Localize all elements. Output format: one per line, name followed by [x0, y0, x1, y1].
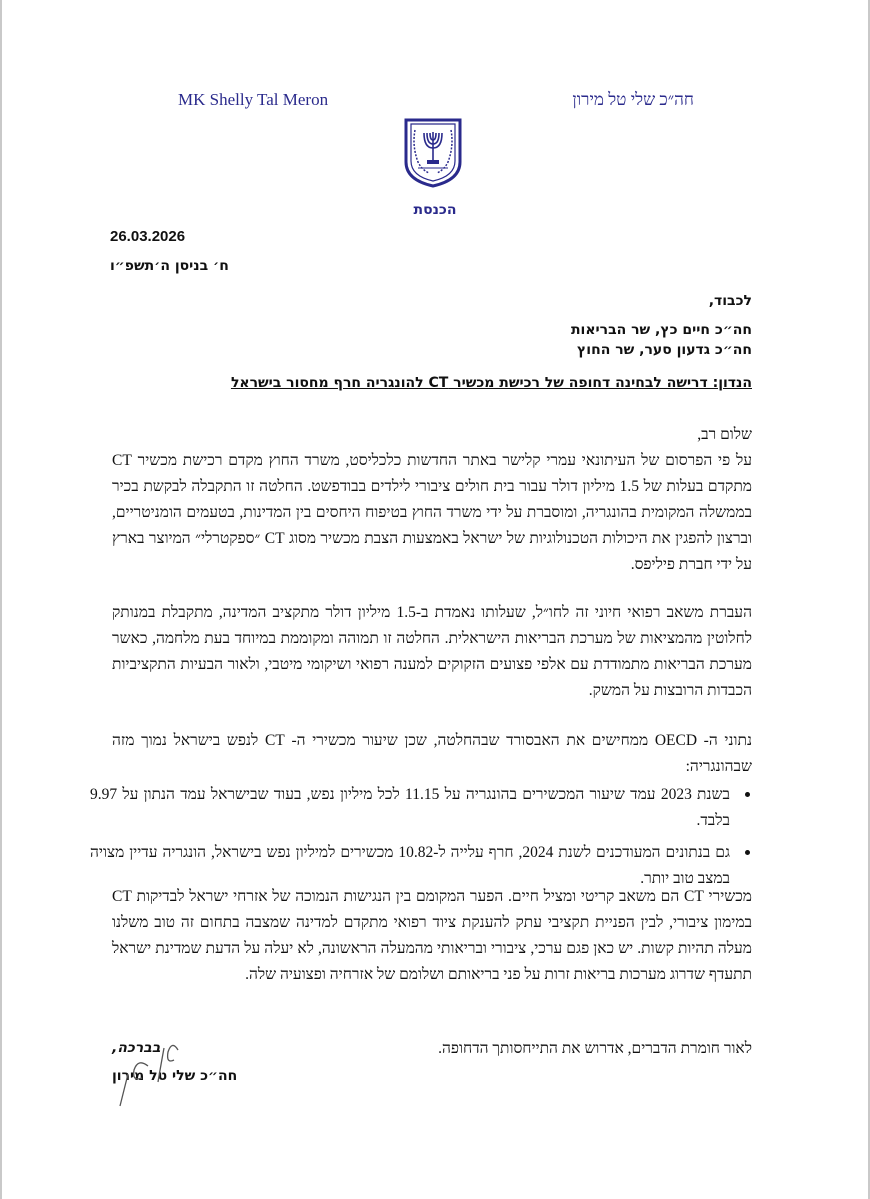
oecd-bullet-list: [90, 782, 752, 898]
subject-line: הנדון: דרישה לבחינה דחופה של רכישת מכשיר CT להונגריה חרף מחסור בישראל: [230, 375, 752, 391]
institution-title: הכנסת: [413, 202, 457, 218]
paragraph: העברת משאב רפואי חיוני זה לחו״ל, שעלותו נאמדת ב-1.5 מיליון דולר מתקציב המדינה, מתקבלת במנותק לחלוטין מהמציאות של מערכת הבריאות הישראלית. החלטה זו תמוהה ומקוממת במיוחד בעת מלחמה, כאשר מערכת הבריאות מתמודדת עם אלפי פצועים הזקוקים למענה רפואי ושיקומי מיטבי, ולאור הבעיות התקציביות הכבדות הרובצות על המשק.: [112, 604, 752, 699]
handwritten-signature: [108, 1030, 208, 1110]
recipient-line: חה״כ חיים כץ, שר הבריאות: [570, 322, 752, 338]
date-gregorian: 26.03.2026: [110, 228, 186, 245]
paragraph: מכשירי CT הם משאב קריטי ומציל חיים. הפער המקומם בין הנגישות הנמוכה של אזרחי ישראל לבדיקות CT במימון ציבורי, לבין הפניית תקציבי עתק להענקת ציוד רפואי מתקדם למדינה שמצבה בתחום זה טוב משלנו מעלה תהיות קשות. יש כאן פגם ערכי, ציבורי ובריאותי מהמעלה הראשונה, לא יעלה על הדעת שמדינת ישראל תתעדף שדרוג מערכות בריאות זרות על פני בריאותם ושלומם של אזרחיה ופצועיה שלה.: [112, 888, 752, 983]
bullet-icon: [745, 792, 750, 797]
list-item-text: גם בנתונים המעודכנים לשנת 2024, חרף עלייה ל-10.82 מכשירים למיליון נפש בישראל, הונגריה עדיין מצויה במצב טוב יותר.: [90, 844, 730, 887]
mk-name-english: MK Shelly Tal Meron: [178, 90, 329, 109]
mk-name-hebrew: חה״כ שלי טל מירון: [572, 90, 694, 109]
salutation: לכבוד,: [708, 293, 752, 309]
closing-line: לאור חומרת הדברים, אדרוש את התייחסותך הדחופה.: [438, 1040, 752, 1057]
list-item-text: בשנת 2023 עמד שיעור המכשירים בהונגריה על 11.15 לכל מיליון נפש, בעוד שבישראל עמד הנתון על 9.97 בלבד.: [90, 786, 730, 829]
recipient-line: חה״כ גדעון סער, שר החוץ: [577, 342, 752, 358]
knesset-emblem-icon: [402, 116, 464, 188]
bullet-icon: [745, 850, 750, 855]
date-hebrew: ח׳ בניסן ה׳תשפ״ו: [110, 258, 229, 274]
blessing: בברכה,: [112, 1040, 161, 1056]
paragraph: על פי הפרסום של העיתונאי עמרי קלישר באתר החדשות כלכליסט, משרד החוץ מקדם רכישת מכשיר CT מתקדם בעלות של 1.5 מיליון דולר עבור בית חולים ציבורי לילדים בבודפשט. החלטה זו התקבלה לבקשת בכיר בממשלה המקומית בהונגריה, ומוסברת על ידי משרד החוץ בטיפוח היחסים בין המדינות, בטעמים הומניטריים, וברצון להפגין את היכולות הטכנולוגיות של ישראל באמצעות הצבת מכשיר מסוג CT ״ספקטרלי״ המיוצר בארץ על ידי חברת פיליפס.: [112, 452, 752, 573]
signer-name: חה״כ שלי טל מירון: [112, 1068, 238, 1084]
greeting: שלום רב,: [697, 426, 752, 443]
list-item: [90, 782, 730, 834]
paragraph: נתוני ה- OECD ממחישים את האבסורד שבהחלטה, שכן שיעור מכשירי ה- CT לנפש בישראל נמוך מזה שבהונגריה:: [112, 732, 752, 775]
